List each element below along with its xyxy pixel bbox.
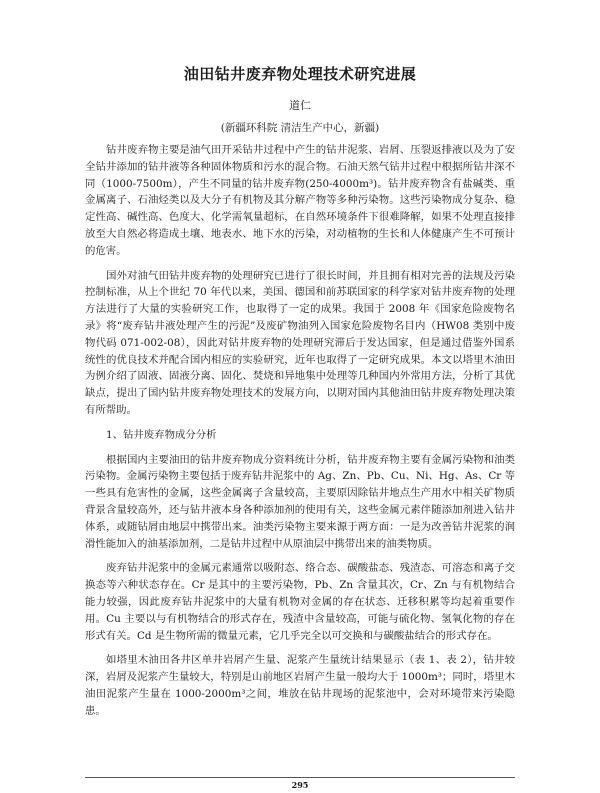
body-paragraph: 国外对油气田钻井废弃物的处理研究已进行了很长时间，并且拥有相对完善的法规及污染控制标准，从上个世纪 70 年代以来，美国、德国和前苏联国家的科学家对钻井废弃物的处理方法进行了大量的实验研究工作，也取得了一定的成果。我国于 2008 年《国家危险废物名录》将“废弃钻井液处理产生的污泥”及废矿物油列入国家危险废物名目内（HW08 类别中废物代码 071-002-08），因此对钻井废弃物的处理研究滞后于发达国家，但是通过借鉴外国系统性的优良技术并配合国内相应的实验研究，近年也取得了一定研究成果。本文以塔里木油田为例介绍了固液、固液分离、固化、焚烧和异地集中处理等几种国内外常用方法，分析了其优缺点，提出了国内钻井废弃物处理技术的发展方向，以期对国内其他油田钻井废弃物处理决策有所帮助。 — [85, 269, 515, 416]
body-paragraph: 如塔里木油田各井区单井岩屑产生量、泥浆产生量统计结果显示（表 1、表 2），钻井较深，岩屑及泥浆产生量较大，特别是山前地区岩屑产生量一般均大于 1000m³；同时，塔里木油田泥浆产生量在 1000-2000m³之间，堆放在钻井现场的泥浆池中，会对环境带来污染隐患。 — [85, 654, 515, 717]
author-affiliation: (新疆环科院 清洁生产中心，新疆) — [220, 122, 380, 134]
section-heading: 1、钻井废弃物成分分析 — [106, 428, 217, 441]
body-paragraph: 根据国内主要油田的钻井废弃物成分资料统计分析，钻井废弃物主要有金属污染物和油类污染物。金属污染物主要包括于废弃钻井泥浆中的 Ag、Zn、Pb、Cu、Ni、Hg、As、Cr 等一些具有危害性的金属，这些金属离子含量较高，主要原因除钻井地点生产用水中相关矿物质背景含量较高外，还与钻井液本身各种添加剂的使用有关，这些金属元素伴随添加剂进入钻井体系，或随钻屑由地层中携带出来。油类污染物主要来源于两方面：一是为改善钻井泥浆的润滑性能加入的油基添加剂，二是钻井过程中从原油层中携带出来的油类物质。 — [85, 453, 515, 550]
body-paragraph: 钻井废弃物主要是油气田开采钻井过程中产生的钻井泥浆、岩屑、压裂返排液以及为了安全钻井添加的钻井液等各种固体物质和污水的混合物。石油天然气钻井过程中根据所钻井深不同（1000-7500m），产生不同量的钻井废弃物(250-4000m³)。钻井废弃物含有盐碱类、重金属离子、石油烃类以及大分子有机物及其分解产物等多种污染物。这些污染物成分复杂、稳定性高、碱性高、色度大、化学需氧量超标，在自然环境条件下很难降解，如果不处理直接排放至大自然必将造成土壤、地表水、地下水的污染，对动植物的生长和人体健康产生不可预计的危害。 — [85, 144, 515, 257]
body-paragraph: 废弃钻井泥浆中的金属元素通常以吸附态、络合态、碳酸盐态、残渣态、可溶态和离子交换态等六种状态存在。Cr 是其中的主要污染物，Pb、Zn 含量其次，Cr、Zn 与有机物结合能力较强，因此废弃钻井泥浆中的大量有机物对金属的存在状态、迁移积累等均起着重要作用。Cu 主要以与有机物结合的形式存在，残渣中含量较高，可能与硫化物、氢氧化物的存在形式有关。Cd 是生物所需的微量元素，它几乎完全以可交换和与碳酸盐结合的形式存在。 — [85, 562, 515, 642]
author-name: 道仁 — [289, 99, 311, 112]
page-number: 295 — [291, 780, 309, 790]
footer-divider — [85, 777, 515, 778]
paper-body — [85, 142, 515, 720]
paper-title: 油田钻井废弃物处理技术研究进展 — [183, 65, 417, 83]
